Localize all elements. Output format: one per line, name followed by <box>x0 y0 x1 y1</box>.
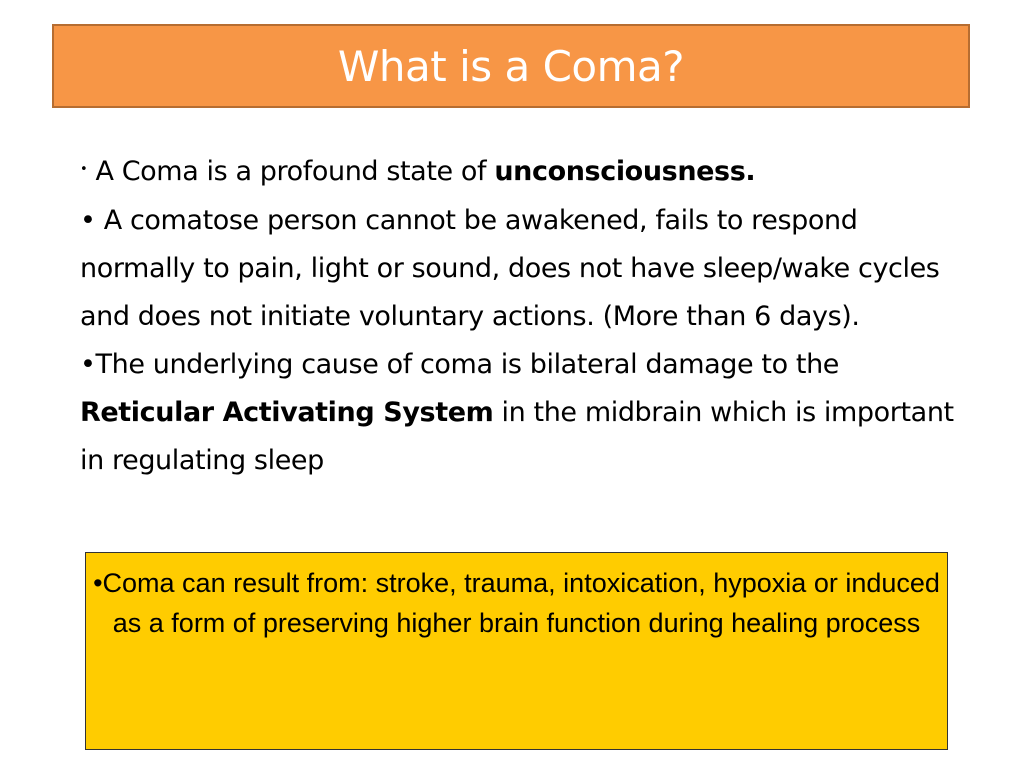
callout-text: •Coma can result from: stroke, trauma, intoxication, hypoxia or induced as a form of preserving higher brain function during healing process <box>93 568 940 638</box>
bullet-bold-term: Reticular Activating System <box>80 396 494 428</box>
slide-title: What is a Coma? <box>337 41 685 91</box>
bullet-item-3 <box>80 341 970 485</box>
bullet-bold-term: unconsciousness. <box>494 156 756 187</box>
callout-box <box>85 552 948 750</box>
title-banner <box>52 24 970 108</box>
bullet-text: A comatose person cannot be awakened, fails to respond normally to pain, light or sound, does not have sleep/wake cycles and does not initiate voluntary actions. (More than 6 days). <box>80 204 940 332</box>
bullet-text: The underlying cause of coma is bilateral damage to the <box>95 348 840 380</box>
bullet-item-2 <box>80 197 970 341</box>
bullet-text-continued: in the midbrain which is important in regulating sleep <box>80 396 954 476</box>
bullet-text: A Coma is a profound state of <box>87 156 495 187</box>
bullet-item-1 <box>80 148 970 197</box>
bullet-list <box>80 148 970 485</box>
bullet-marker: • <box>80 204 96 236</box>
bullet-marker: • <box>80 161 88 177</box>
bullet-marker: • <box>80 348 96 380</box>
